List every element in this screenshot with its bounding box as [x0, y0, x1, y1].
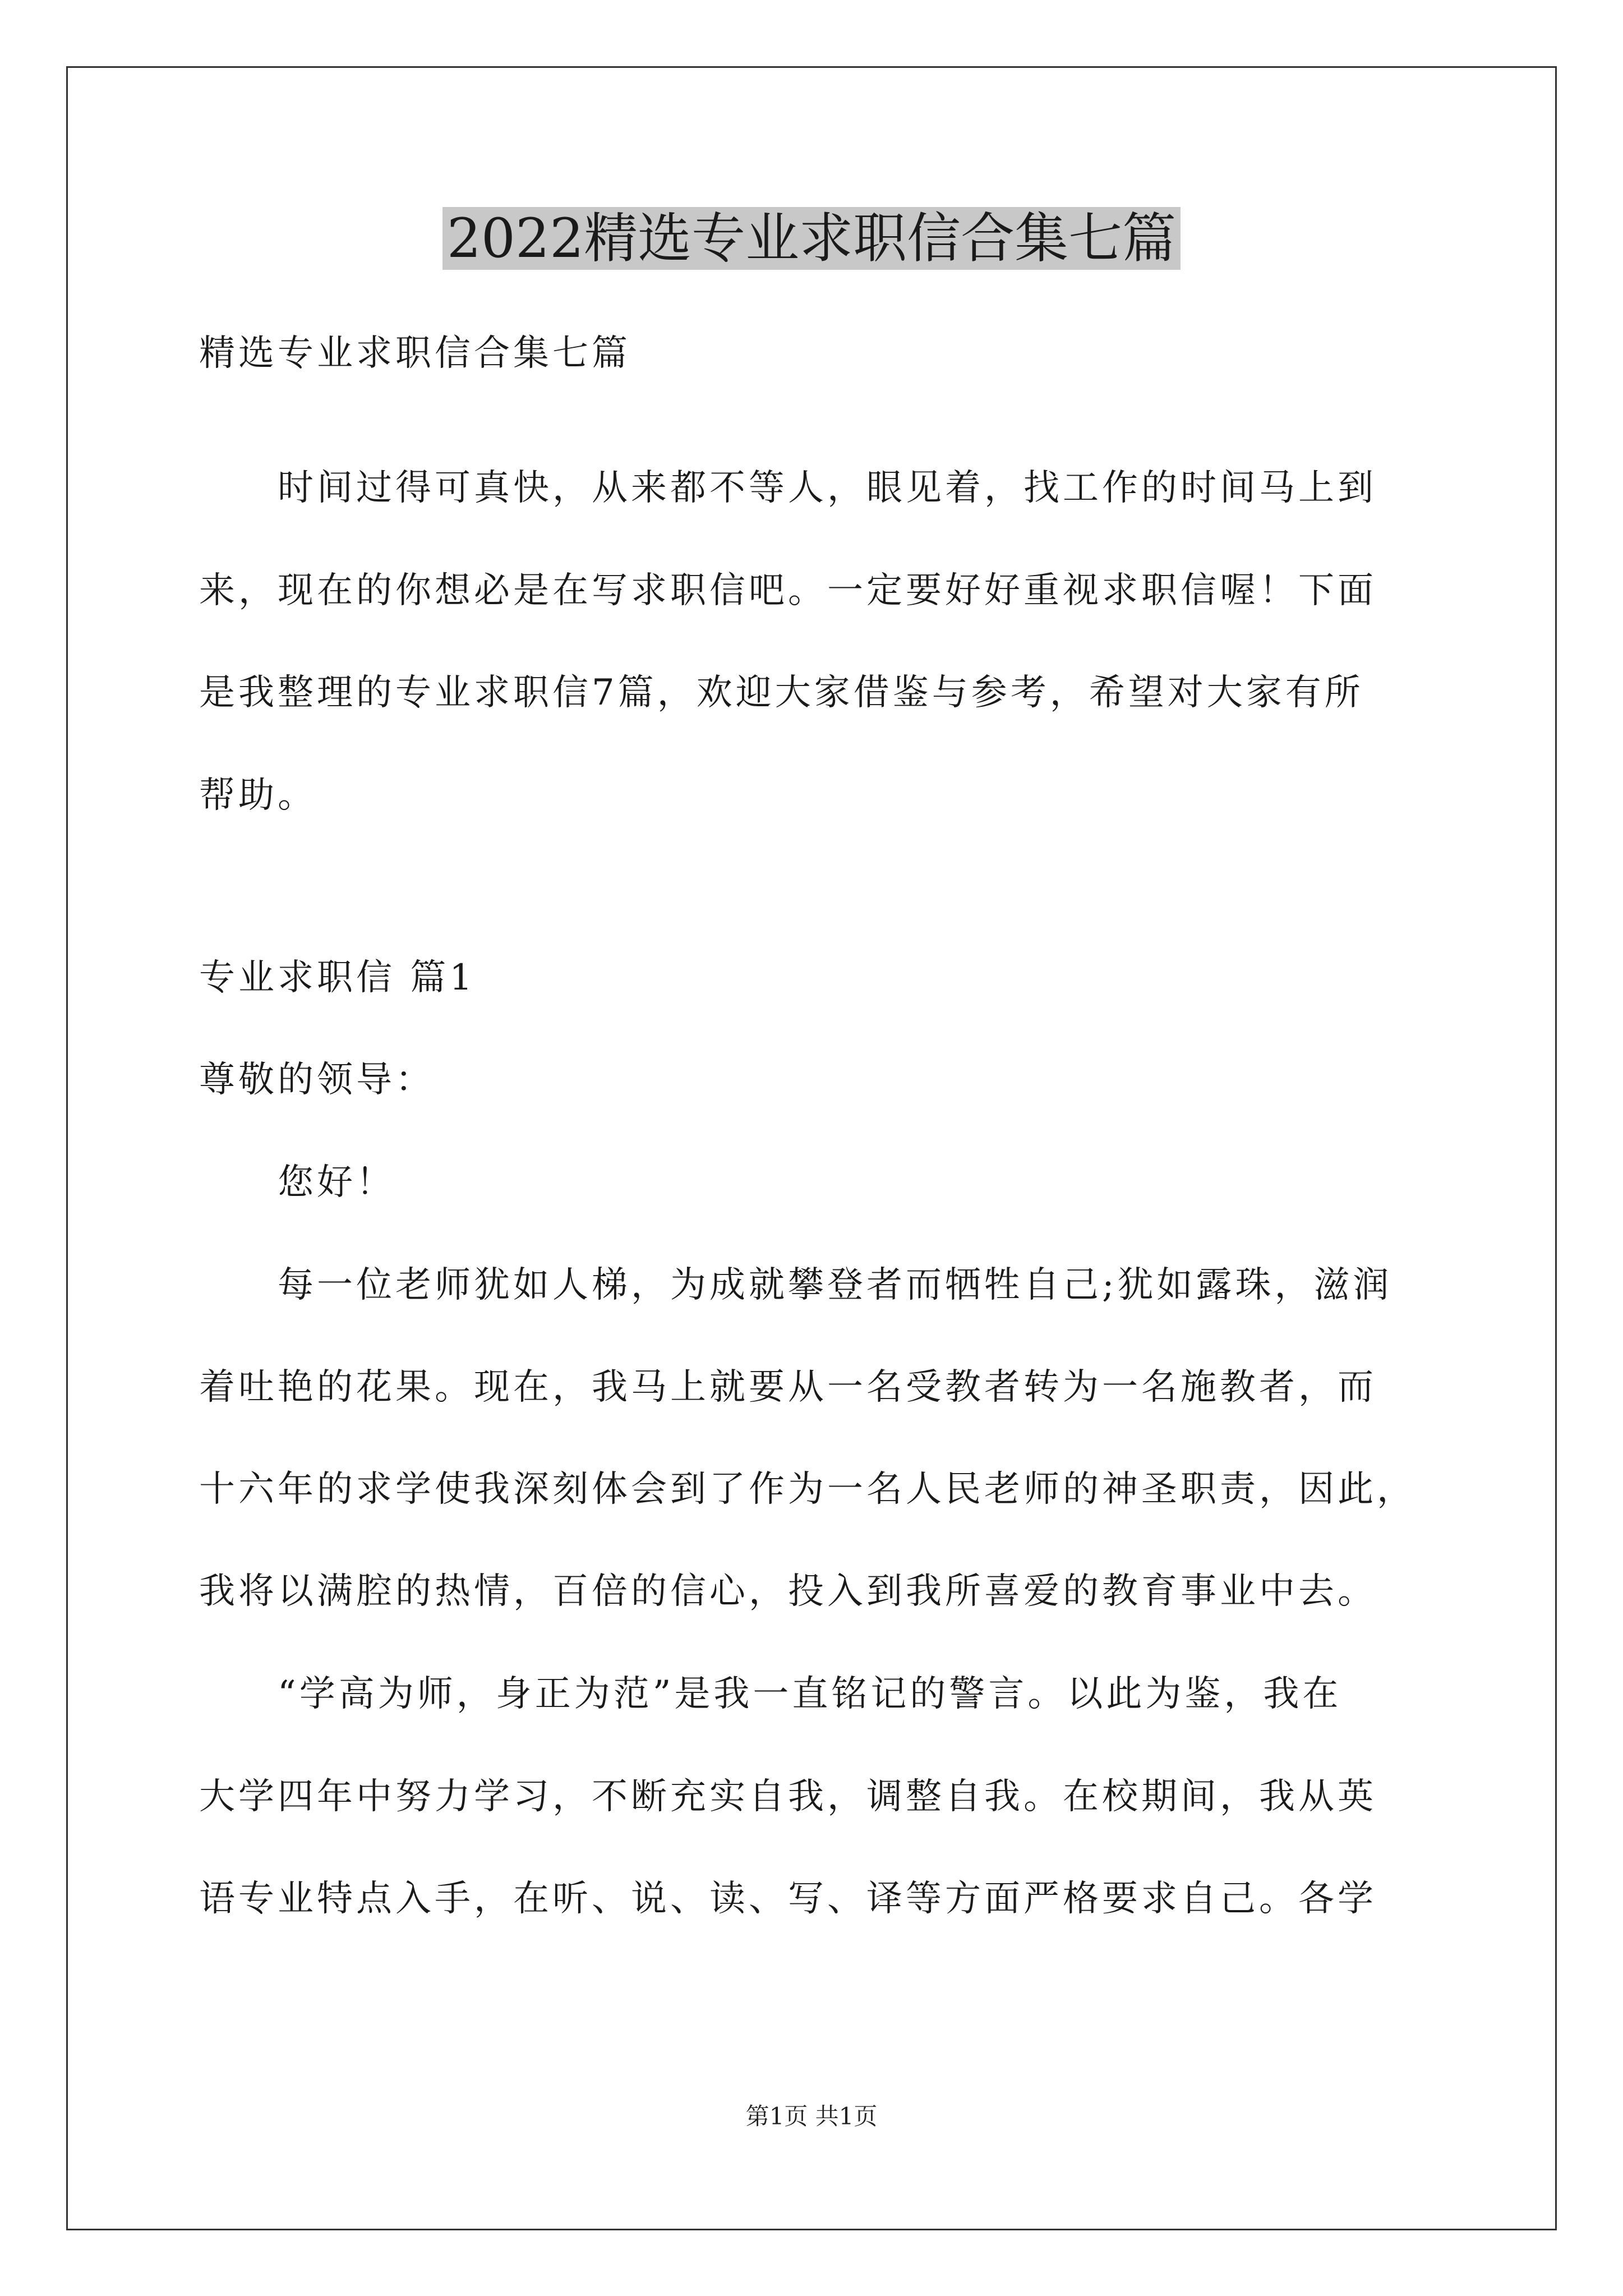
salutation: 尊敬的领导：: [199, 1059, 435, 1101]
body-line: 每一位老师犹如人梯，为成就攀登者而牺牲自己;犹如露珠，滋润: [278, 1264, 1393, 1306]
document-title-text: 2022精选专业求职信合集七篇: [442, 207, 1181, 270]
body-line: 着吐艳的花果。现在，我马上就要从一名受教者转为一名施教者，而: [199, 1366, 1377, 1408]
intro-line: 时间过得可真快，从来都不等人，眼见着，找工作的时间马上到: [278, 467, 1377, 509]
body-line: 我将以满腔的热情，百倍的信心，投入到我所喜爱的教育事业中去。: [199, 1571, 1377, 1612]
section-heading: 专业求职信 篇1: [199, 957, 476, 999]
greeting: 您好！: [278, 1162, 395, 1203]
intro-line: 是我整理的专业求职信7篇，欢迎大家借鉴与参考，希望对大家有所: [199, 672, 1364, 714]
body-line: 语专业特点入手，在听、说、读、写、译等方面严格要求自己。各学: [199, 1878, 1377, 1920]
intro-line: 帮助。: [199, 775, 317, 816]
body-line: 大学四年中努力学习，不断充实自我，调整自我。在校期间，我从英: [199, 1776, 1377, 1818]
intro-line: 来，现在的你想必是在写求职信吧。一定要好好重视求职信喔！下面: [199, 570, 1377, 611]
body-line: 十六年的求学使我深刻体会到了作为一名人民老师的神圣职责，因此，: [199, 1469, 1416, 1510]
page-footer: 第1页 共1页: [745, 2102, 878, 2130]
document-title: [0, 199, 1623, 278]
document-subtitle: 精选专业求职信合集七篇: [199, 333, 631, 374]
body-line: “学高为师，身正为范”是我一直铭记的警言。以此为鉴，我在: [278, 1673, 1342, 1715]
